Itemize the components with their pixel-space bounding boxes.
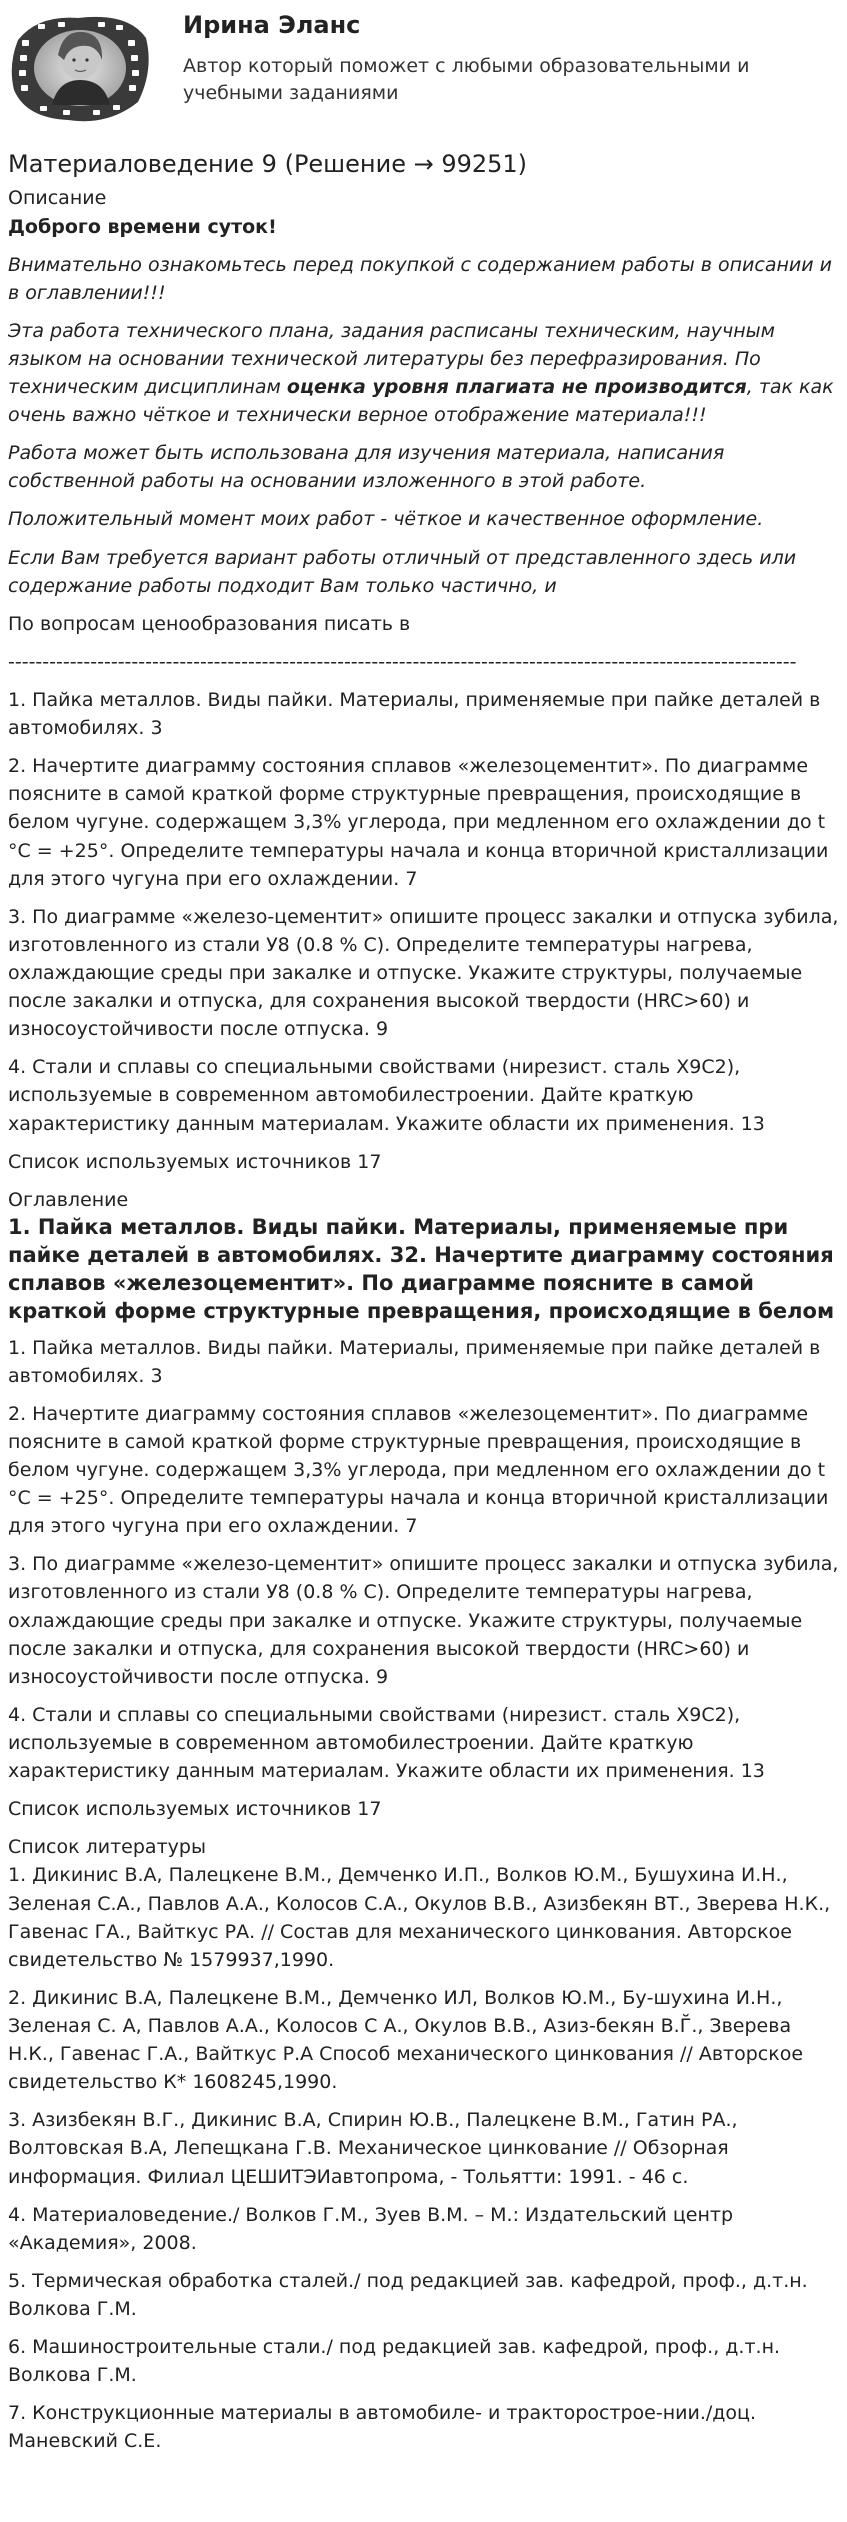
toc-item-4: 4. Стали и сплавы со специальными свойствами (нирезист. сталь Х9С2), используемые в современном автомобилестроении. Дайте краткую характеристику данным материалам. Укажите области их применения. 13: [8, 1703, 765, 1783]
literature-item-5: 5. Термическая обработка сталей./ под редакцией зав. кафедрой, проф., д.т.н. Волкова Г.М.: [8, 2269, 808, 2320]
divider-line: -------------------------------------------------------------------------------------------------------------------: [8, 650, 797, 673]
toc-sources: Список используемых источников 17: [8, 1798, 382, 1821]
description-label: Описание: [8, 187, 107, 210]
toc-label: Оглавление: [8, 1188, 129, 1211]
literature-item-7: 7. Конструкционные материалы в автомобиле- и тракторострое-нии./доц. Маневский С.Е.: [8, 2402, 757, 2453]
toc-item-3: 3. По диаграмме «железо-цементит» опишите процесс закалки и отпуска зубила, изготовленного из стали У8 (0.8 % С). Определите температуры нагрева, охлаждающие среды при закалке и отпуске. Укажите структуры, получаемые после закалки и отпуска, для сохранения высокой твердости (HRC>60) и износоустойчивости после отпуска. 9: [8, 1553, 839, 1688]
literature-item-2: 2. Дикинис В.А, Палецкене В.М., Демченко ИЛ, Волков Ю.М., Бу-шухина И.Н., Зеленая С. А, Павлов А.А., Колосов С А., Окулов В.В., Азиз-бекян В.Г̆., Зверева Н.К., Гавенас Г.А., Вайткус Р.А Способ механического цинкования // Авторское свидетельство К* 1608245,1990.: [8, 1986, 804, 2094]
description-paragraph-5: Если Вам требуется вариант работы отличный от представленного здесь или содержание работы подходит Вам только частично, и: [8, 546, 797, 597]
description-item-1: 1. Пайка металлов. Виды пайки. Материалы, применяемые при пайке деталей в автомобилях. 3: [8, 689, 821, 740]
toc-heading: 1. Пайка металлов. Виды пайки. Материалы, применяемые при пайке деталей в автомобилях. 32. Начертите диаграмму состояния сплавов «железоцементит». По диаграмме поясните в самой краткой форме структурные превращения, происходящие в белом: [8, 1214, 835, 1323]
description-paragraph-2-end: , так как очень важно чёткое и технически верное отображение материала!!!: [8, 376, 834, 427]
toc-item-2: 2. Начертите диаграмму состояния сплавов «железоцементит». По диаграмме поясните в самой краткой форме структурные превращения, происходящие в белом чугуне. содержащем 3,3% углерода, при медленном его охлаждении до t °C = +25°. Определите температуры начала и конца вторичной кристаллизации для этого чугуна при его охлаждении. 7: [8, 1402, 829, 1538]
description-item-4: 4. Стали и сплавы со специальными свойствами (нирезист. сталь Х9С2), используемые в современном автомобилестроении. Дайте краткую характеристику данным материалам. Укажите области их применения. 13: [8, 1056, 765, 1135]
description-paragraph-3: Работа может быть использована для изучения материала, написания собственной работы на основании изложенного в этой работе.: [8, 442, 725, 493]
greeting: Доброго времени суток!: [8, 215, 277, 238]
description-paragraph-2: [8, 317, 839, 429]
description-item-2: 2. Начертите диаграмму состояния сплавов «железоцементит». По диаграмме поясните в самой краткой форме структурные превращения, происходящие в белом чугуне. содержащем 3,3% углерода, при медленном его охлаждении до t °C = +25°. Определите температуры начала и конца вторичной кристаллизации для этого чугуна при его охлаждении. 7: [8, 755, 829, 890]
author-card: [8, 0, 839, 130]
literature-item-4: 4. Материаловедение./ Волков Г.М., Зуев В.М. – М.: Издательский центр «Академия», 2008.: [8, 2203, 734, 2254]
description-paragraph-2-start: Эта работа технического плана, задания расписаны техническим, научным языком на основании технической литературы без перефразирования. По техническим дисциплинам: [8, 319, 775, 399]
author-avatar[interactable]: [8, 10, 153, 125]
toc-item-1: 1. Пайка металлов. Виды пайки. Материалы, применяемые при пайке деталей в автомобилях. 3: [8, 1336, 821, 1387]
author-description: Автор который поможет с любыми образовательными и учебными заданиями: [183, 55, 750, 105]
literature-item-6: 6. Машиностроительные стали./ под редакцией зав. кафедрой, проф., д.т.н. Волкова Г.М.: [8, 2336, 781, 2387]
description-paragraph-1: Внимательно ознакомьтесь перед покупкой с содержанием работы в описании и в оглавлении!!!: [8, 253, 832, 304]
literature-label: Список литературы: [8, 1836, 206, 1859]
description-sources: Список используемых источников 17: [8, 1150, 382, 1173]
author-name[interactable]: Ирина Эланс: [183, 11, 361, 39]
pricing-contact-text: По вопросам ценообразования писать в: [8, 612, 411, 635]
author-photo-film-strip-icon: [8, 10, 153, 125]
description-paragraph-4: Положительный момент моих работ - чёткое и качественное оформление.: [8, 508, 764, 531]
work-title: Материаловедение 9 (Решение → 99251): [8, 150, 528, 178]
literature-item-3: 3. Азизбекян В.Г., Дикинис В.А, Спирин Ю.В., Палецкене В.М., Гатин РА., Волтовская В.А, Лепещкана Г.В. Механическое цинкование // Обзорная информация. Филиал ЦЕШИТЭИавтопрома, - Тольятти: 1991. - 46 с.: [8, 2109, 738, 2188]
author-info: [183, 10, 839, 107]
literature-item-1: 1. Дикинис В.А, Палецкене В.М., Демченко И.П., Волков Ю.М., Бушухина И.Н., Зеленая С.А., Павлов А.А., Колосов С.А., Окулов В.В., Азизбекян ВТ., Зверева Н.К., Гавенас ГА., Вайткус РА. // Состав для механического цинкования. Авторское свидетельство № 1579937,1990.: [8, 1864, 831, 1971]
description-item-3: 3. По диаграмме «железо-цементит» опишите процесс закалки и отпуска зубила, изготовленного из стали У8 (0.8 % С). Определите температуры нагрева, охлаждающие среды при закалке и отпуске. Укажите структуры, получаемые после закалки и отпуска, для сохранения высокой твердости (HRC>60) и износоустойчивости после отпуска. 9: [8, 905, 839, 1041]
description-paragraph-2-bold: оценка уровня плагиата не производится: [286, 376, 747, 399]
